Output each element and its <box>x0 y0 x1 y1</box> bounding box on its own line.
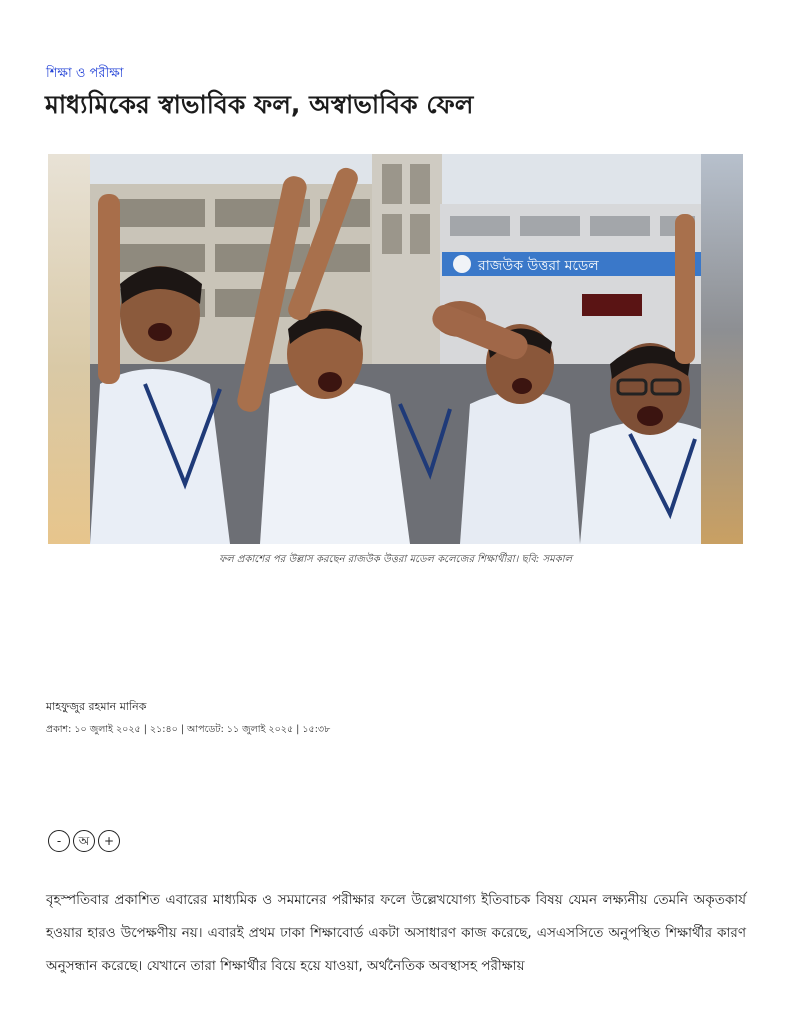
font-decrease-button[interactable]: - <box>48 830 70 852</box>
photo-caption: ফল প্রকাশের পর উল্লাস করছেন রাজউক উত্তরা মডেল কলেজের শিক্ষার্থীরা। ছবি: সমকাল <box>218 554 572 565</box>
signboard-text: রাজউক উত্তরা মডেল <box>478 258 599 274</box>
photo-edge-left <box>48 154 90 544</box>
publish-dates: প্রকাশ: ১০ জুলাই ২০২৫ | ২১:৪০ | আপডেট: ১১ জুলাই ২০২৫ | ১৫:৩৮ <box>46 724 331 735</box>
category-link[interactable]: শিক্ষা ও পরীক্ষা <box>46 66 124 81</box>
font-reset-button[interactable]: অ <box>73 830 95 852</box>
font-size-controls <box>48 830 120 852</box>
article-body-paragraph: বৃহস্পতিবার প্রকাশিত এবারের মাধ্যমিক ও সমমানের পরীক্ষার ফলে উল্লেখযোগ্য ইতিবাচক বিষয় যেমন লক্ষ্যনীয় তেমনি অকৃতকার্য হওয়ার হারও উপেক্ষণীয় নয়। এবারই প্রথম ঢাকা শিক্ষাবোর্ড একটা অসাধারণ কাজ করেছে, এসএসসিতে অনুপস্থিত শিক্ষার্থীর কারণ অনুসন্ধান করেছে। যেখানে তারা শিক্ষার্থীর বিয়ে হয়ে যাওয়া, অর্থনৈতিক অবস্থাসহ পরীক্ষায় <box>46 892 746 974</box>
celebrating-students-photo <box>90 154 701 544</box>
font-increase-button[interactable]: + <box>98 830 120 852</box>
article-photo <box>48 154 743 544</box>
author-name[interactable]: মাহফুজুর রহমান মানিক <box>46 700 147 713</box>
article-headline: মাধ্যমিকের স্বাভাবিক ফল, অস্বাভাবিক ফেল <box>45 90 474 119</box>
photo-edge-right <box>701 154 743 544</box>
